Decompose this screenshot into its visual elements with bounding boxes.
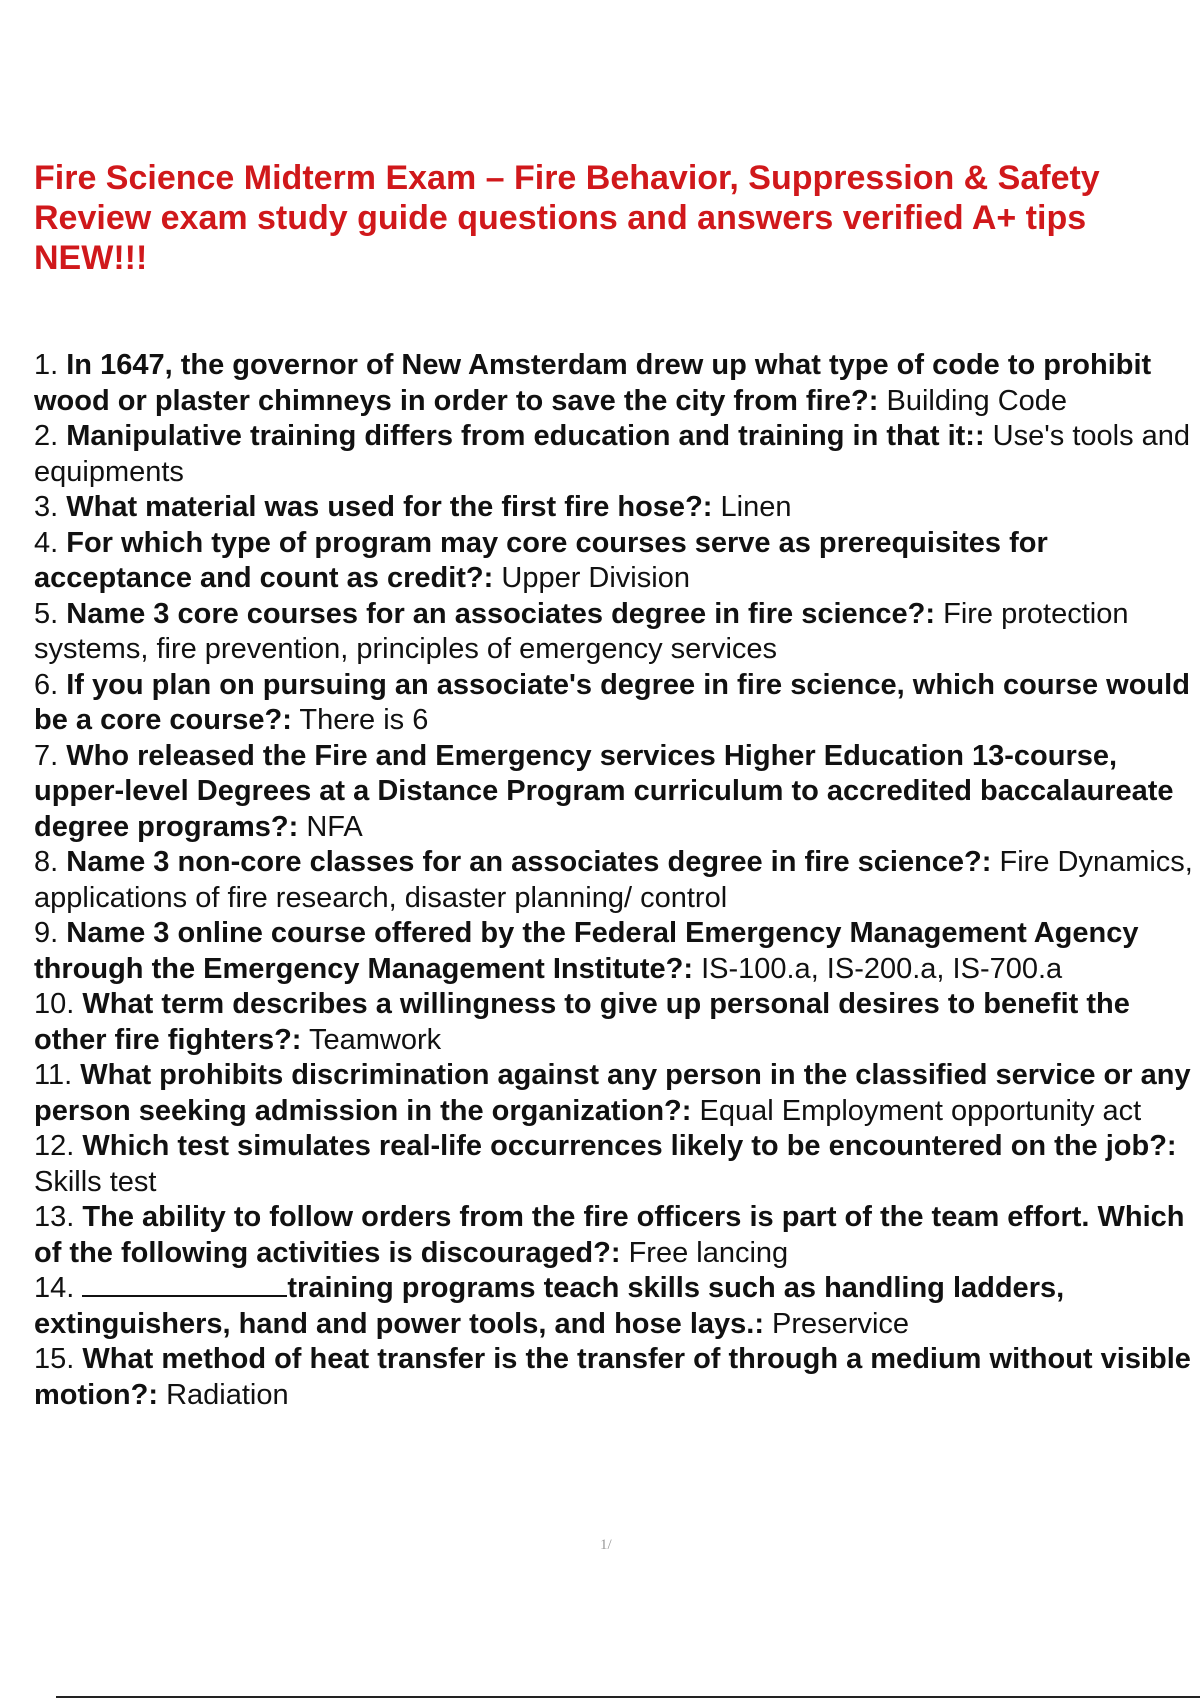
answer-text: IS-100.a, IS-200.a, IS-700.a <box>701 952 1063 985</box>
question-text: For which type of program may core courses serve as prerequisites for acceptance and count as credit?: <box>34 526 1048 594</box>
list-item <box>34 419 1200 490</box>
list-item <box>34 597 1200 668</box>
item-number: 2. <box>34 420 59 452</box>
question-text: What method of heat transfer is the transfer of through a medium without visible motion?: <box>34 1343 1191 1411</box>
document-title: Fire Science Midterm Exam – Fire Behavior, Suppression & Safety Review exam study guide questions and answers verified A+ tips NEW!!! <box>34 159 1100 277</box>
question-text: What term describes a willingness to give up personal desires to benefit the other fire fighters?: <box>34 988 1130 1056</box>
qa-list <box>34 348 1200 1413</box>
item-number: 15. <box>34 1343 75 1375</box>
answer-text: Teamwork <box>309 1023 442 1056</box>
item-number: 6. <box>34 668 59 701</box>
question-text: Name 3 online course offered by the Federal Emergency Management Agency through the Emergency Management Institute?: <box>34 917 1139 985</box>
answer-text: Fire Dynamics, applications of fire research, disaster planning/ control <box>34 846 1193 914</box>
answer-text: Building Code <box>886 384 1068 417</box>
question-text: The ability to follow orders from the fire officers is part of the team effort. Which of the following activities is discouraged?: <box>34 1201 1185 1269</box>
list-item <box>34 739 1200 846</box>
item-number: 3. <box>34 491 59 523</box>
item-number: 11. <box>34 1059 73 1091</box>
item-number: 1. <box>34 349 59 381</box>
item-number: 8. <box>34 846 59 878</box>
fill-in-blank <box>82 1273 287 1297</box>
item-number: 14. <box>34 1272 75 1304</box>
question-text: What material was used for the first fire hose?: <box>66 491 713 523</box>
footer-divider <box>56 1696 1200 1698</box>
answer-text: Skills test <box>34 1165 157 1198</box>
answer-text: Equal Employment opportunity act <box>699 1094 1142 1127</box>
item-number: 10. <box>34 988 75 1020</box>
question-text: Name 3 non-core classes for an associates degree in fire science?: <box>66 846 992 878</box>
answer-text: Free lancing <box>628 1236 789 1269</box>
question-text: training programs teach skills such as handling ladders, extinguishers, hand and power tools, and hose lays.: <box>34 1272 1065 1340</box>
answer-text: Linen <box>720 491 792 523</box>
list-item <box>34 845 1200 916</box>
question-text: If you plan on pursuing an associate's degree in fire science, which course would be a core course?: <box>34 668 1190 736</box>
list-item <box>34 916 1200 987</box>
list-item <box>34 526 1200 597</box>
question-text: In 1647, the governor of New Amsterdam drew up what type of code to prohibit wood or plaster chimneys in order to save the city from fire?: <box>34 349 1152 417</box>
list-item <box>34 348 1200 419</box>
list-item <box>34 1200 1200 1271</box>
question-text: Who released the Fire and Emergency services Higher Education 13-course, upper-level Degrees at a Distance Program curriculum to accredited baccalaureate degree programs?: <box>34 739 1174 843</box>
item-number: 7. <box>34 739 59 772</box>
question-text: What prohibits discrimination against any person in the classified service or any person seeking admission in the organization?: <box>34 1059 1191 1127</box>
answer-text: NFA <box>306 810 363 843</box>
item-number: 12. <box>34 1130 75 1162</box>
list-item <box>34 1342 1200 1413</box>
question-text: Which test simulates real-life occurrences likely to be encountered on the job?: <box>82 1130 1177 1162</box>
page-number: 1/ <box>600 1537 612 1553</box>
list-item <box>34 668 1200 739</box>
item-number: 9. <box>34 917 59 949</box>
item-number: 4. <box>34 526 59 559</box>
list-item <box>34 1058 1200 1129</box>
answer-text: Radiation <box>166 1378 289 1411</box>
list-item <box>34 1129 1200 1200</box>
question-text: Manipulative training differs from education and training in that it:: <box>66 420 985 452</box>
answer-text: Use's tools and equipments <box>34 420 1191 488</box>
answer-text: There is 6 <box>299 704 429 736</box>
list-item <box>34 1271 1200 1342</box>
item-number: 13. <box>34 1201 75 1233</box>
item-number: 5. <box>34 597 59 630</box>
answer-text: Fire protection systems, fire prevention, principles of emergency services <box>34 597 1129 665</box>
list-item <box>34 987 1200 1058</box>
answer-text: Upper Division <box>501 562 690 594</box>
question-text: Name 3 core courses for an associates degree in fire science?: <box>66 597 936 630</box>
answer-text: Preservice <box>772 1307 910 1340</box>
list-item <box>34 490 1200 526</box>
